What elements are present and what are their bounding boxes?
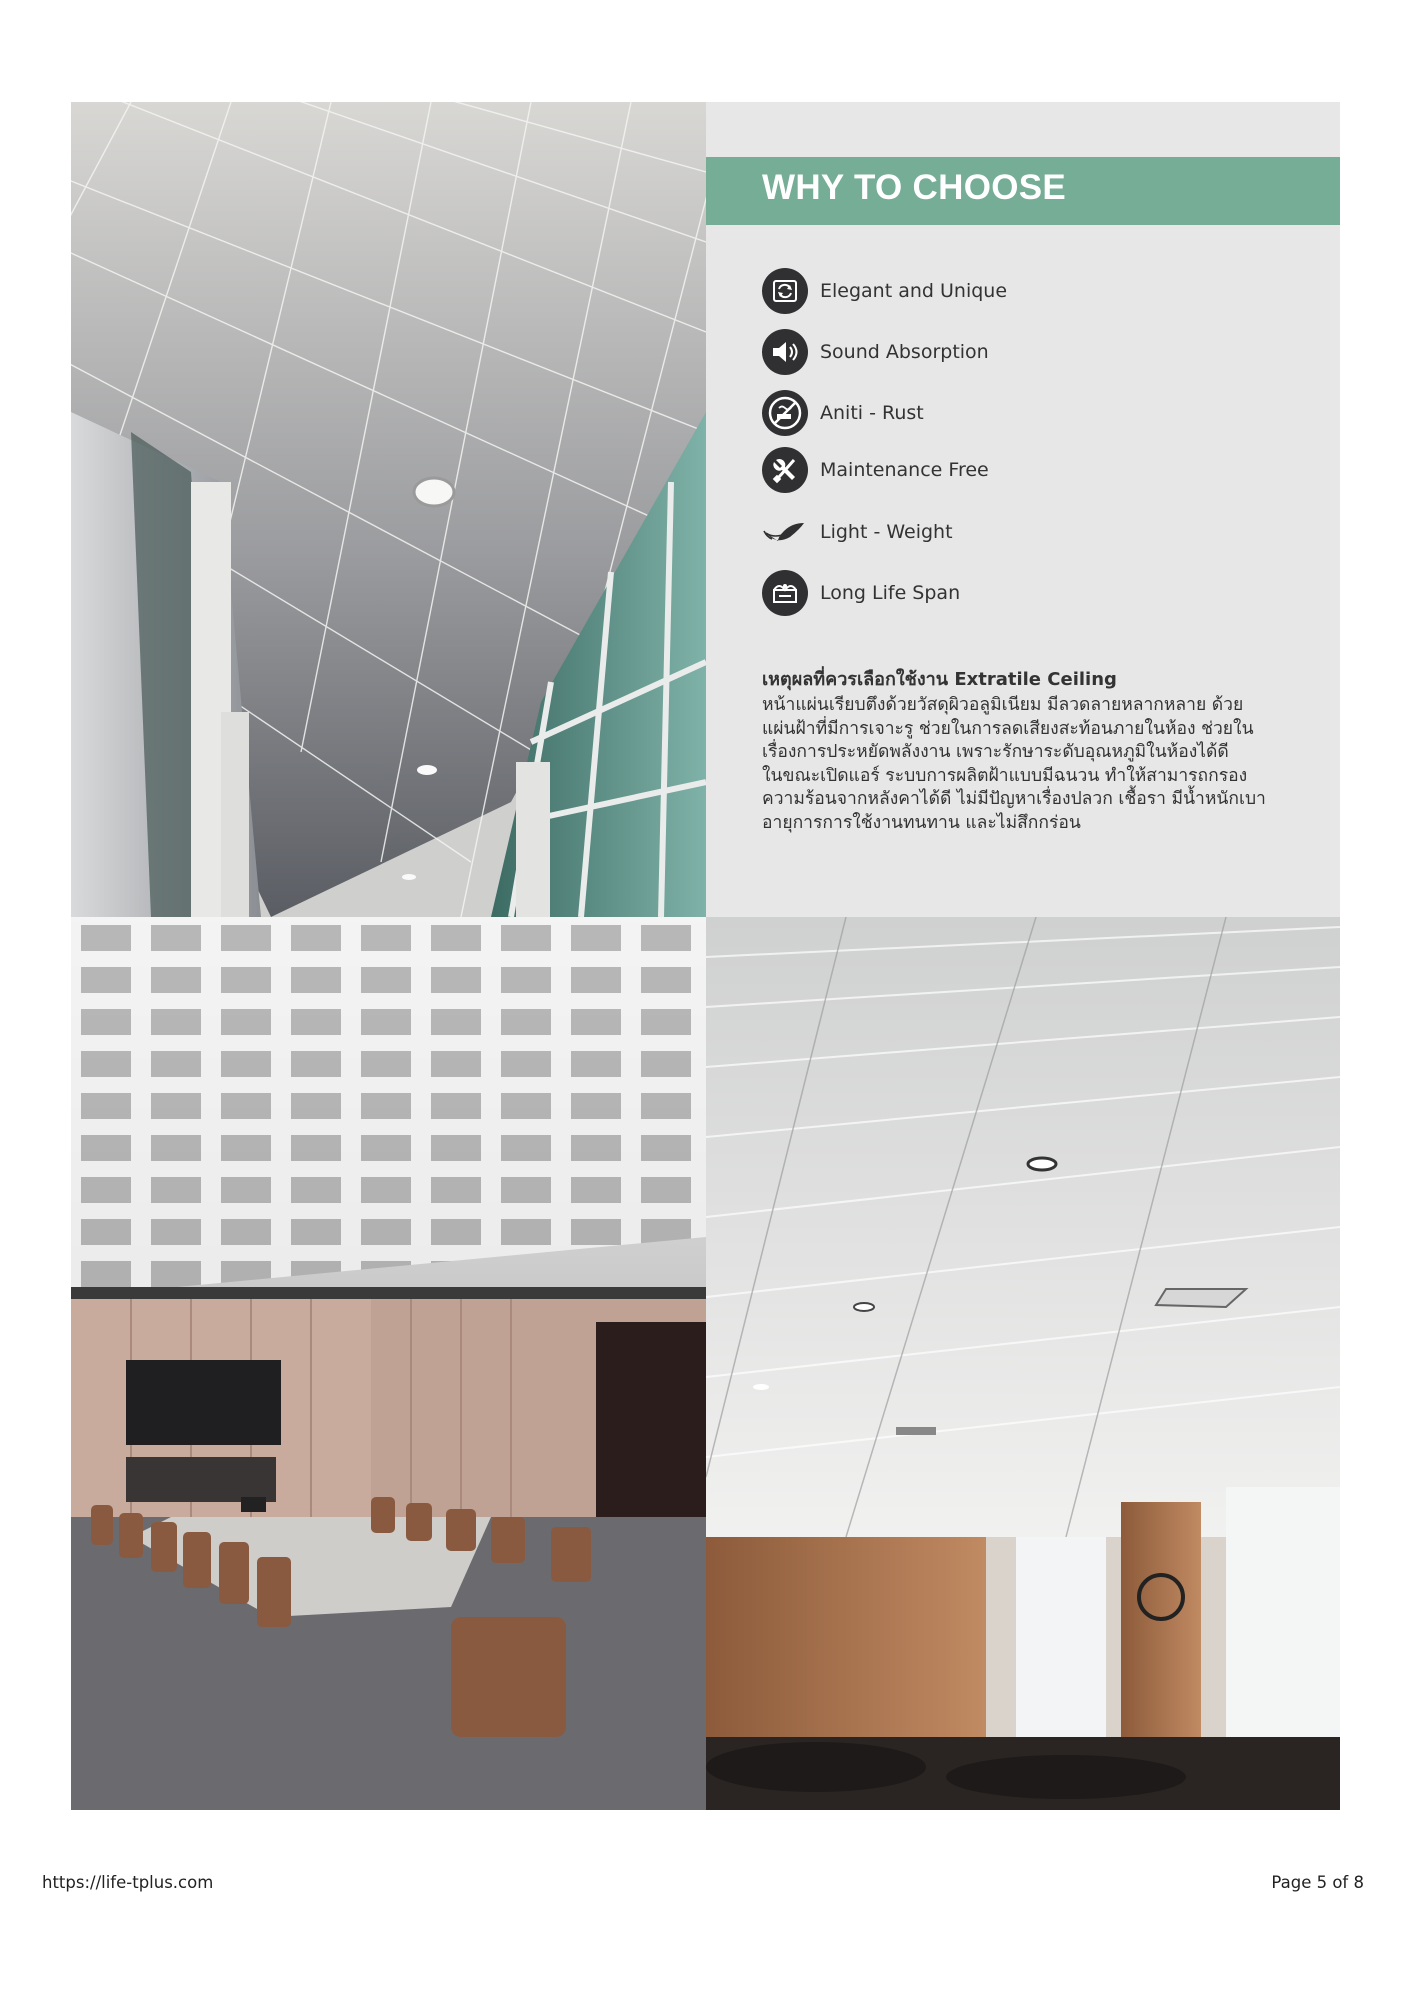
feature-elegant — [762, 268, 1282, 316]
thai-line: แผ่นฝ้าที่มีการเจาะรู ช่วยในการลดเสียงสะท้อนภายในห้อง ช่วยใน — [762, 718, 1254, 739]
long-life-icon — [762, 570, 808, 616]
section-title-bar — [706, 157, 1340, 225]
feature-maintenance — [762, 447, 1282, 495]
speaker-icon — [762, 329, 808, 375]
feature-label: Elegant and Unique — [820, 280, 1008, 302]
feature-anti-rust — [762, 390, 1282, 438]
feature-label: Long Life Span — [820, 582, 961, 604]
feature-label: Sound Absorption — [820, 341, 989, 363]
refresh-panel-icon — [762, 268, 808, 314]
thai-line: เรื่องการประหยัดพลังงาน เพราะรักษาระดับอุณหภูมิในห้องได้ดี — [762, 742, 1229, 763]
why-choose-panel — [706, 102, 1340, 917]
wrench-screwdriver-icon — [762, 447, 808, 493]
feature-light-weight — [762, 509, 1282, 557]
page-number: Page 5 of 8 — [1271, 1873, 1364, 1892]
thai-line: หน้าแผ่นเรียบตึงด้วยวัสดุผิวอลูมิเนียม มีลวดลายหลากหลาย ด้วย — [762, 695, 1244, 715]
thai-line: ในขณะเปิดแอร์ ระบบการผลิตฝ้าแบบมีฉนวน ทำให้สามารถกรอง — [762, 765, 1248, 786]
no-rust-icon — [762, 390, 808, 436]
ceiling-corridor-photo — [71, 102, 706, 917]
thai-description — [762, 694, 1302, 836]
linear-ceiling-lounge-photo — [706, 917, 1340, 1810]
feature-label: Aniti - Rust — [820, 402, 924, 424]
feature-long-life — [762, 570, 1282, 618]
thai-line: อายุการการใช้งานทนทาน และไม่สึกกร่อน — [762, 812, 1081, 833]
feature-label: Maintenance Free — [820, 459, 989, 481]
footer-url[interactable]: https://life-tplus.com — [42, 1873, 214, 1892]
section-title: WHY TO CHOOSE — [762, 168, 1067, 207]
thai-heading: เหตุผลที่ควรเลือกใช้งาน Extratile Ceiling — [762, 669, 1117, 690]
conference-room-photo — [71, 917, 706, 1810]
feather-icon — [762, 509, 808, 555]
thai-line: ความร้อนจากหลังคาได้ดี ไม่มีปัญหาเรื่องปลวก เชื้อรา มีน้ำหนักเบา — [762, 789, 1266, 810]
feature-sound — [762, 329, 1282, 377]
feature-label: Light - Weight — [820, 521, 953, 543]
